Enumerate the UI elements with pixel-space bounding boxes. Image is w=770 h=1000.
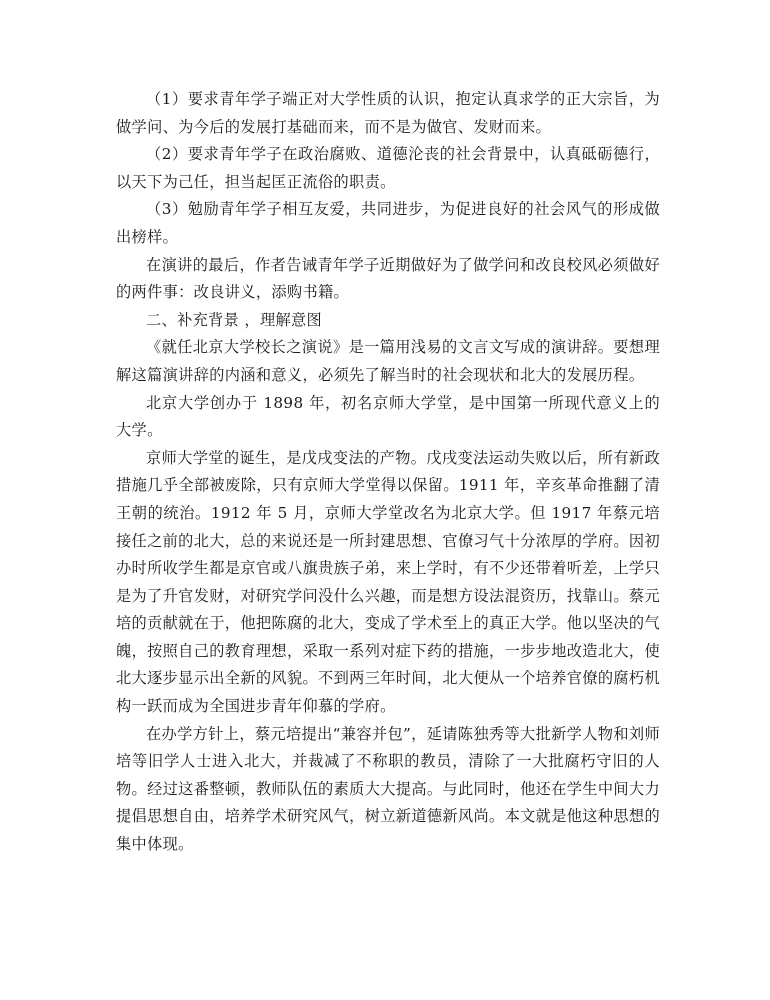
- list-item-2: （2）要求青年学子在政治腐败、道德沦丧的社会背景中，认真砥砺德行，以天下为己任，担当起匡正流俗的职责。: [116, 145, 660, 191]
- paragraph-founding: 北京大学创办于 1898 年，初名京师大学堂，是中国第一所现代意义上的大学。: [116, 393, 660, 440]
- list-item-1: （1）要求青年学子端正对大学性质的认识，抱定认真求学的正大宗旨，为做学问、为今后的发展打基础而来，而不是为做官、发财而来。: [116, 90, 660, 136]
- paragraph-history: 京师大学堂的诞生，是戊戌变法的产物。戊戌变法运动失败以后，所有新政措施几乎全部被废除，只有京师大学堂得以保留。1911 年，辛亥革命推翻了清王朝的统治。1912 年 5 月，京师大学堂改名为北京大学。但 1917 年蔡元培接任之前的北大，总的来说还是一所封建思想、官僚习气十分浓厚的学府。因初办时所收学生都是京官或八旗贵族子弟，来上学时，有不少还带着听差，上学只是为了升官发财，对研究学问没什么兴趣，而是想方设法混资历，找靠山。蔡元培的贡献就在于，他把陈腐的北大，变成了学术至上的真正大学。他以坚决的气魄，按照自己的教育理想，采取一系列对症下药的措施，一步步地改造北大，使北大逐步显示出全新的风貌。不到两三年时间，北大便从一个培养官僚的腐朽机构一跃而成为全国进步青年仰慕的学府。: [116, 448, 660, 716]
- document-body: [116, 86, 660, 859]
- paragraph-policy: 在办学方针上，蔡元培提出“兼容并包”，延请陈独秀等大批新学人物和刘师培等旧学人士进入北大，并裁减了不称职的教员，清除了一大批腐朽守旧的人物。经过这番整顿，教师队伍的素质大大提高。与此同时，他还在学生中间大力提倡思想自由，培养学术研究风气，树立新道德新风尚。本文就是他这种思想的集中体现。: [116, 724, 660, 854]
- paragraph-closing-remarks: 在演讲的最后，作者告诫青年学子近期做好为了做学问和改良校风必须做好的两件事：改良讲义，添购书籍。: [116, 255, 660, 302]
- paragraph-intro: 《就任北京大学校长之演说》是一篇用浅易的文言文写成的演讲辞。要想理解这篇演讲辞的内涵和意义，必须先了解当时的社会现状和北大的发展历程。: [116, 338, 660, 384]
- section-heading: 二、补充背景 ，理解意图: [146, 310, 323, 329]
- list-item-3: （3）勉励青年学子相互友爱，共同进步，为促进良好的社会风气的形成做出榜样。: [116, 200, 660, 246]
